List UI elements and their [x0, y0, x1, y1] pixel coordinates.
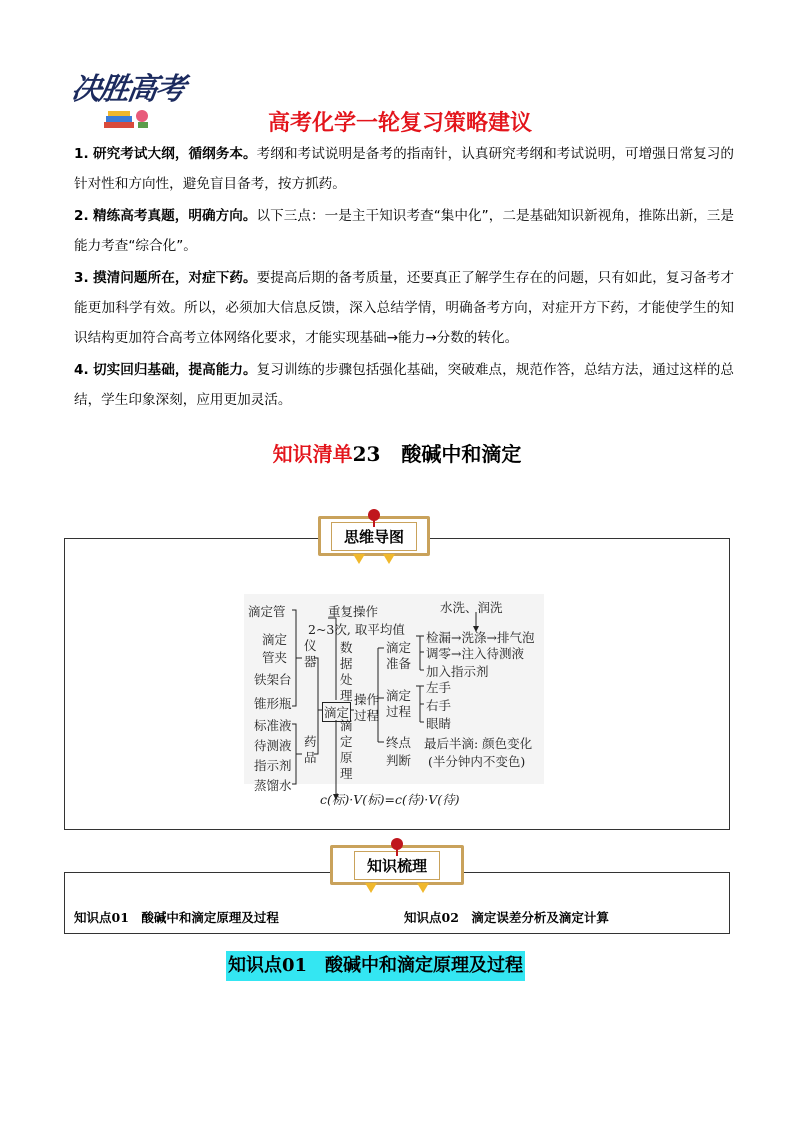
prep-label: 滴定准备 [386, 640, 412, 671]
knowledge-item-2[interactable]: 知识点02 滴定误差分析及滴定计算 [404, 910, 609, 925]
advice-paragraph-2 [74, 201, 734, 261]
end-label: 终点判断 [386, 735, 412, 768]
paragraph-number: 4. [74, 362, 89, 378]
instrument-3: 铁架台 [254, 672, 292, 687]
pin-icon [368, 509, 380, 521]
paragraph-text: 以下三点：一是主干知识考查“集中化”，二是基础知识新视角，推陈出新，三是能力考查“综合化”。 [74, 208, 734, 254]
advice-paragraph-3 [74, 263, 734, 353]
section-title [0, 438, 794, 467]
formula: c(标)·V(标)=c(待)·V(待) [320, 792, 460, 807]
instrument-1: 滴定管 [248, 604, 286, 619]
mindmap-banner [318, 516, 430, 556]
instrument-4: 锥形瓶 [254, 696, 292, 711]
data-note-2: 2~3次, 取平均值 [308, 622, 405, 637]
paragraph-number: 2. [74, 208, 89, 224]
paragraph-heading: 切实回归基础，提高能力。 [93, 362, 257, 378]
knowledge-item-1[interactable]: 知识点01 酸碱中和滴定原理及过程 [74, 910, 279, 925]
end-text-2: (半分钟内不变色) [428, 754, 526, 769]
data-label: 数据处理 [340, 640, 353, 703]
ribbon-right-icon [383, 554, 395, 564]
reagent-4: 蒸馏水 [254, 778, 292, 793]
operation-label: 操作过程 [354, 692, 380, 723]
center-node: 滴定 [322, 702, 351, 722]
prep-step-2: 调零→注入待测液 [426, 646, 524, 661]
reagent-1: 标准液 [254, 718, 292, 733]
instrument-2a: 滴定 [262, 632, 288, 647]
instrument-2b: 管夹 [262, 650, 288, 665]
paragraph-heading: 研究考试大纲，循纲务本。 [93, 146, 257, 162]
end-text-1: 最后半滴: 颜色变化 [424, 736, 533, 751]
pin-icon [391, 838, 403, 850]
principle-label: 滴定原理 [340, 718, 353, 781]
instruments-label: 仪器 [304, 638, 317, 669]
ribbon-left-icon [353, 554, 365, 564]
knowledge-banner [330, 845, 464, 885]
ribbon-right-icon [417, 883, 429, 893]
highlighted-heading: 知识点01 酸碱中和滴定原理及过程 [226, 951, 525, 981]
reagent-3: 指示剂 [254, 758, 292, 773]
paragraph-text: 考纲和考试说明是备考的指南针，认真研究考纲和考试说明，可增强日常复习的针对性和方向性，避免盲目备考，按方抓药。 [74, 146, 734, 192]
section-topic: 酸碱中和滴定 [401, 442, 522, 466]
process-step-3: 眼睛 [426, 716, 452, 731]
reagents-label: 药品 [304, 734, 317, 765]
wash-note: 水洗、润洗 [440, 600, 503, 615]
process-step-2: 右手 [426, 698, 452, 713]
logo-text: 决胜高考 [69, 72, 186, 107]
advice-paragraph-4 [74, 355, 734, 415]
page-title: 高考化学一轮复习策略建议 [267, 111, 532, 136]
paragraph-heading: 摸清问题所在，对症下药。 [93, 270, 257, 286]
ribbon-left-icon [365, 883, 377, 893]
paragraph-number: 1. [74, 146, 89, 162]
paragraph-text: 要提高后期的备考质量，还要真正了解学生存在的问题，只有如此，复习备考才能更加科学有效。所以，必须加大信息反馈，深入总结学情，明确备考方向，对症开方下药，才能使学生的知识结构更加符合高考立体网络化要求，才能实现基础→能力→分数的转化。 [74, 270, 734, 346]
section-number: 23 [352, 442, 381, 466]
paragraph-heading: 精练高考真题，明确方向。 [92, 208, 257, 224]
mindmap-banner-label: 思维导图 [331, 522, 417, 551]
knowledge-banner-label: 知识梳理 [354, 851, 440, 880]
data-note-1: 重复操作 [328, 604, 379, 619]
reagent-2: 待测液 [254, 738, 292, 753]
process-label: 滴定过程 [386, 688, 412, 719]
paragraph-number: 3. [74, 270, 89, 286]
paragraph-text: 复习训练的步骤包括强化基础，突破难点，规范作答，总结方法，通过这样的总结，学生印象深刻，应用更加灵活。 [74, 362, 734, 408]
prep-step-3: 加入指示剂 [426, 664, 489, 679]
mindmap-diagram [244, 594, 544, 806]
section-prefix: 知识清单 [272, 442, 353, 466]
process-step-1: 左手 [426, 680, 452, 695]
advice-paragraph-1 [74, 139, 734, 199]
prep-step-1: 检漏→洗涤→排气泡 [426, 630, 535, 645]
